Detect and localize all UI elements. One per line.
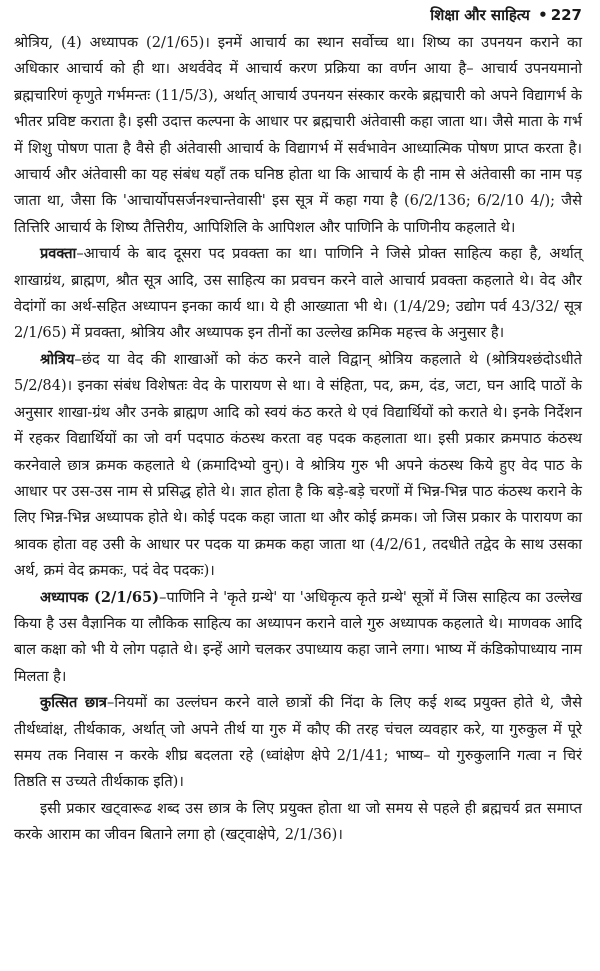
paragraph-term: अध्यापक (2/1/65)	[40, 588, 160, 606]
paragraph-term: कुत्सित छात्र	[40, 694, 107, 712]
paragraph-continuation	[14, 30, 582, 241]
page-body	[14, 30, 582, 849]
paragraph-pravakta	[14, 241, 582, 347]
paragraph-kutsit-chhatra	[14, 690, 582, 796]
paragraph-adhyapak	[14, 585, 582, 691]
paragraph-text: –पाणिनि ने 'कृते ग्रन्थे' या 'अधिकृत्य कृते ग्रन्थे' सूत्रों में जिस साहित्य का उल्लेख किया है उस वैज्ञानिक या लौकिक साहित्य का अध्यापन कराने वाले गुरु अध्यापक कहलाते थे। माणवक आदि बाल कक्षा को भी ये लोग पढ़ाते थे। इन्हें आगे चलकर उपाध्याय कहा जाने लगा। भाष्य में कंडिकोपाध्याय नाम मिलता है।	[14, 588, 583, 685]
paragraph-text: –छंद या वेद की शाखाओं को कंठ करने वाले विद्वान् श्रोत्रिय कहलाते थे (श्रोत्रियश्छंदोऽधीते 5/2/84)। इनका संबंध विशेषतः वेद के पारायण से था। वे संहिता, पद, क्रम, दंड, जटा, घन आदि पाठों के अनुसार शाखा-ग्रंथ और उनके ब्राह्मण आदि को स्वयं कंठ करते थे एवं विद्यार्थियों को कराते थे। इनके निर्देशन में रहकर विद्यार्थियों का जो वर्ग पदपाठ कंठस्थ करता वह पदक कहलाता था। इसी प्रकार क्रमपाठ कंठस्थ करनेवाले छात्र क्रमक कहलाते थे (क्रमादिभ्यो वुन्)। वे श्रोत्रिय गुरु भी अपने कंठस्थ किये हुए वेद पाठ के आधार पर उस-उस नाम से प्रसिद्ध होते थे। ज्ञात होता है कि बड़े-बड़े चरणों में भिन्न-भिन्न पाठ कंठस्थ कराने के लिए भिन्न-भिन्न अध्यापक होते थे। कोई पदक कहा जाता था और कोई क्रमक। जो जिस प्रकार के पारायण का श्रावक होता वह उसी के आधार पर पदक या क्रमक कहा जाता था (4/2/61, तदधीते तद्वेद के साथ उसका अर्थ, क्रमं वेद क्रमकः, पदं वेद पदकः)।	[14, 350, 582, 580]
paragraph-term: प्रवक्ता	[40, 245, 77, 263]
paragraph-text: –नियमों का उल्लंघन करने वाले छात्रों की निंदा के लिए कई शब्द प्रयुक्त होते थे, जैसे तीर्थध्वांक्ष, तीर्थकाक, अर्थात् जो अपने तीर्थ या गुरु में कौए की तरह चंचल व्यवहार करे, या गुरुकुल में पूरे समय तक निवास न करके शीघ्र बदलता रहे (ध्वांक्षेण क्षेपे 2/1/41; भाष्य– यो गुरुकुलानि गत्वा न चिरं तिष्ठति स उच्यते तीर्थकाक इति)।	[14, 694, 582, 791]
page-number: 227	[550, 6, 582, 24]
running-header	[14, 4, 582, 30]
paragraph-khatvarudh	[14, 796, 582, 849]
paragraph-term: श्रोत्रिय	[40, 350, 75, 368]
header-separator: •	[538, 6, 548, 24]
header-title: शिक्षा और साहित्य	[430, 6, 530, 24]
paragraph-shrotriya	[14, 347, 582, 585]
paragraph-text: इसी प्रकार खट्वारूढ शब्द उस छात्र के लिए प्रयुक्त होता था जो समय से पहले ही ब्रह्मचर्य व्रत समाप्त करके आराम का जीवन बिताने लगा हो (खट्वाक्षेपे, 2/1/36)।	[14, 799, 582, 844]
paragraph-text: श्रोत्रिय, (4) अध्यापक (2/1/65)। इनमें आचार्य का स्थान सर्वोच्च था। शिष्य का उपनयन कराने का अधिकार आचार्य को ही था। अथर्ववेद में आचार्य करण प्रक्रिया का वर्णन आया है– आचार्य उपनयमानो ब्रह्मचारिणं कृणुते गर्भमन्तः (11/5/3), अर्थात् आचार्य उपनयन संस्कार करके ब्रह्मचारी को अपने विद्यागर्भ के भीतर प्रविष्ट कराता है। इसी उदात्त कल्पना के आधार पर ब्रह्मचारी अंतेवासी कहा जाता था। जैसे माता के गर्भ में शिशु पोषण पाता है वैसे ही अंतेवासी आचार्य के विद्यागर्भ में सर्वभावेन आध्यात्मिक पोषण प्राप्त करता है। आचार्य और अंतेवासी का यह संबंध यहाँ तक घनिष्ठ होता था कि आचार्य के ही नाम से अंतेवासी का नाम पड़ जाता था, जैसा कि 'आचार्योपसर्जनश्चान्तेवासी' इस सूत्र में कहा गया है (6/2/136; 6/2/10 4/); जैसे तित्तिरि आचार्य के शिष्य तैत्तिरीय, आपिशिलि के आपिशल और पाणिनि के पाणिनीय कहलाते थे।	[14, 34, 582, 236]
paragraph-text: –आचार्य के बाद दूसरा पद प्रवक्ता का था। पाणिनि ने जिसे प्रोक्त साहित्य कहा है, अर्थात् शाखाग्रंथ, ब्राह्मण, श्रौत सूत्र आदि, उस साहित्य का प्रवचन करने वाले आचार्य प्रवक्ता कहलाते थे। वेद और वेदांगों का अर्थ-सहित अध्यापन इनका कार्य था। ये ही आख्याता भी थे। (1/4/29; उद्योग पर्व 43/32/ सूत्र 2/1/65) में प्रवक्ता, श्रोत्रिय और अध्यापक इन तीनों का उल्लेख क्रमिक महत्त्व के अनुसार है।	[14, 245, 582, 342]
